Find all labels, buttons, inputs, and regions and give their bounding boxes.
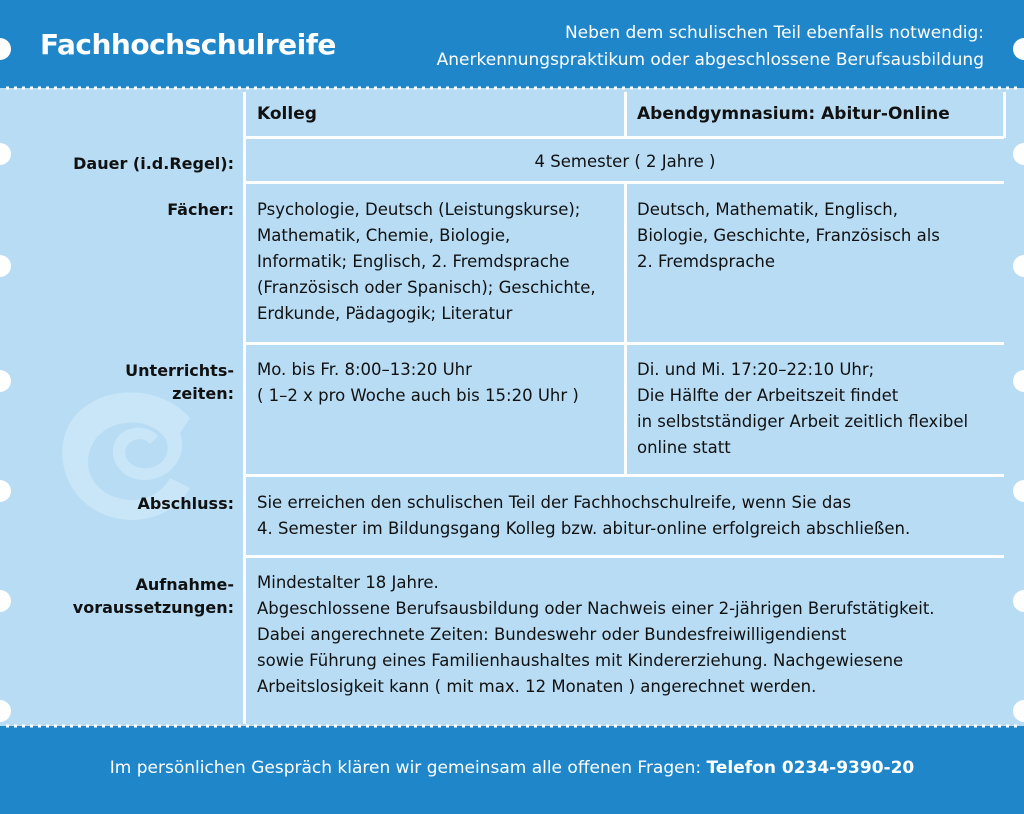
text-line: Arbeitslosigkeit kann ( mit max. 12 Monaten ) angerechnet werden.: [257, 677, 817, 696]
text-line: (Französisch oder Spanisch); Geschichte,: [257, 278, 596, 297]
row-label-dauer: Dauer (i.d.Regel):: [73, 154, 234, 173]
cell-abschluss: [257, 490, 1007, 542]
text-line: Erdkunde, Pädagogik; Literatur: [257, 304, 513, 323]
subtitle-line-2: Anerkennungspraktikum oder abgeschlossene Berufsausbildung: [436, 50, 984, 70]
table-left-border: [243, 92, 246, 724]
column-header-kolleg: Kolleg: [257, 104, 317, 124]
perforation-top: [0, 85, 1024, 91]
cell-aufnahme: [257, 570, 1017, 700]
row-label-aufnahme: [73, 573, 234, 619]
footer-band: [0, 726, 1024, 814]
text-line: online statt: [637, 438, 731, 457]
text-line: 4. Semester im Bildungsgang Kolleg bzw. abitur-online erfolgreich abschließen.: [257, 519, 911, 538]
text-line: Mo. bis Fr. 8:00–13:20 Uhr: [257, 360, 472, 379]
page-title: Fachhochschulreife: [40, 28, 336, 61]
column-divider-body: [624, 182, 627, 476]
row-divider: [244, 181, 1004, 184]
text-line: Mindestalter 18 Jahre.: [257, 573, 439, 592]
cell-faecher-abitur-online: [637, 197, 1007, 275]
cell-faecher-kolleg: [257, 197, 617, 327]
row-label-aufnahme-line1: Aufnahme-: [135, 575, 234, 594]
row-label-faecher: Fächer:: [167, 200, 234, 219]
footer-text: [0, 758, 1024, 778]
text-line: Sie erreichen den schulischen Teil der Fachhochschulreife, wenn Sie das: [257, 493, 852, 512]
text-line: in selbstständiger Arbeit zeitlich flexibel: [637, 412, 969, 431]
row-label-zeiten: [125, 359, 234, 405]
cell-zeiten-abitur-online: [637, 357, 1007, 461]
table-right-border-head: [1003, 92, 1006, 138]
text-line: Die Hälfte der Arbeitszeit findet: [637, 386, 899, 405]
text-line: Abgeschlossene Berufsausbildung oder Nachweis einer 2-jährigen Berufstätigkeit.: [257, 599, 935, 618]
row-label-zeiten-line2: zeiten:: [172, 384, 234, 403]
footer-phone: Telefon 0234-9390-20: [706, 758, 915, 778]
text-line: 2. Fremdsprache: [637, 252, 776, 271]
text-line: Dabei angerechnete Zeiten: Bundeswehr oder Bundesfreiwilligendienst: [257, 625, 847, 644]
header-band: [0, 0, 1024, 88]
header-subtitle: [437, 20, 984, 74]
text-line: Di. und Mi. 17:20–22:10 Uhr;: [637, 360, 875, 379]
perforation-bottom: [0, 723, 1024, 729]
text-line: ( 1–2 x pro Woche auch bis 15:20 Uhr ): [257, 386, 579, 405]
text-line: Deutsch, Mathematik, Englisch,: [637, 200, 899, 219]
cell-dauer: 4 Semester ( 2 Jahre ): [534, 152, 716, 171]
row-divider: [244, 136, 1004, 139]
footer-message: Im persönlichen Gespräch klären wir gemeinsam alle offenen Fragen:: [109, 758, 707, 778]
text-line: Psychologie, Deutsch (Leistungskurse);: [257, 200, 581, 219]
column-divider-head: [624, 92, 627, 138]
text-line: Informatik; Englisch, 2. Fremdsprache: [257, 252, 570, 271]
text-line: Mathematik, Chemie, Biologie,: [257, 226, 511, 245]
row-label-zeiten-line1: Unterrichts-: [125, 361, 234, 380]
column-header-abitur-online: Abendgymnasium: Abitur-Online: [637, 104, 950, 124]
text-line: Biologie, Geschichte, Französisch als: [637, 226, 940, 245]
text-line: sowie Führung eines Familienhaushaltes mit Kindererziehung. Nachgewiesene: [257, 651, 904, 670]
row-label-abschluss: Abschluss:: [137, 494, 234, 513]
row-divider: [244, 342, 1004, 345]
row-divider: [244, 474, 1004, 477]
row-label-aufnahme-line2: voraussetzungen:: [72, 598, 234, 617]
row-divider: [244, 555, 1004, 558]
cell-zeiten-kolleg: [257, 357, 617, 409]
subtitle-line-1: Neben dem schulischen Teil ebenfalls notwendig:: [564, 23, 984, 43]
